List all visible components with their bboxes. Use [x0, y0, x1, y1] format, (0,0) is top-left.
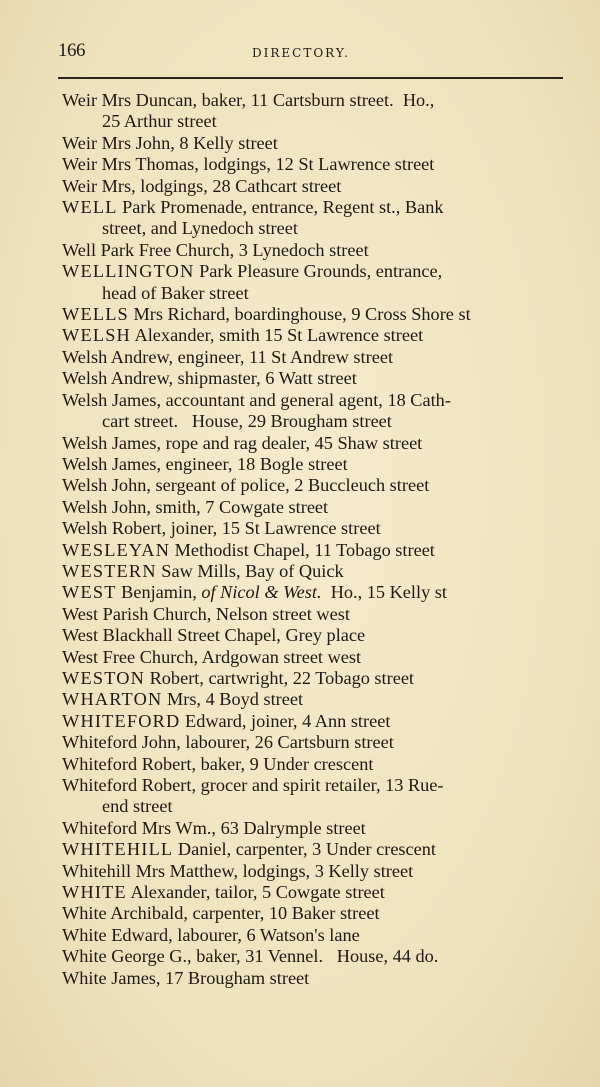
entry-name: Whiteford: [62, 817, 138, 838]
entry-name: Welsh: [62, 518, 108, 539]
entry-details: Mrs John, 8 Kelly street: [97, 132, 278, 153]
directory-entry: [62, 711, 574, 732]
directory-entry: [62, 368, 574, 389]
entry-details: Robert, grocer and spirit retailer, 13 Rue-: [137, 775, 444, 795]
directory-entry: [62, 775, 574, 818]
directory-entry: [62, 240, 574, 261]
entry-details: James, 17 Brougham street: [106, 967, 310, 988]
entry-name: Welsh: [62, 475, 108, 496]
directory-entry: [62, 390, 574, 433]
directory-entry: [62, 497, 574, 518]
directory-entry: [62, 903, 574, 924]
entry-details: Mrs Matthew, lodgings, 3 Kelly street: [131, 860, 414, 881]
header-rule: [58, 77, 563, 79]
entry-name: WELLS: [62, 304, 129, 325]
directory-entry: [62, 347, 574, 368]
entry-name: West: [62, 603, 99, 624]
directory-entry: [62, 540, 574, 561]
entry-details: Park Free Church, 3 Lynedoch street: [96, 239, 369, 260]
entry-details: George G., baker, 31 Vennel. House, 44 do.: [106, 946, 439, 967]
entry-details: Andrew, engineer, 11 St Andrew street: [107, 346, 394, 367]
entry-name: WEST: [62, 582, 117, 603]
entry-name: Welsh: [62, 346, 108, 367]
entry-name: White: [62, 946, 107, 967]
directory-entry: [62, 668, 574, 689]
entry-name: Weir: [62, 90, 98, 110]
entry-details: James, rope and rag dealer, 45 Shaw street: [107, 432, 423, 453]
entry-name: Well: [62, 239, 97, 260]
entry-name: WHARTON: [62, 689, 163, 710]
entry-details: Archibald, carpenter, 10 Baker street: [106, 903, 380, 924]
entry-details: Mrs, lodgings, 28 Cathcart street: [97, 175, 342, 196]
entry-name: White: [62, 967, 107, 988]
entry-name: Whiteford: [62, 775, 138, 795]
entry-name: Whiteford: [62, 753, 138, 774]
entry-details: Mrs Duncan, baker, 11 Cartsburn street. Ho.,: [97, 90, 435, 110]
directory-entry: [62, 518, 574, 539]
entry-details: Methodist Chapel, 11 Tobago street: [170, 539, 435, 560]
entry-details: Park Promenade, entrance, Regent st., Bank: [117, 197, 444, 218]
directory-entry: [62, 475, 574, 496]
entry-firm: of Nicol & West.: [201, 582, 322, 603]
directory-entry: [62, 304, 574, 325]
entry-name: WESLEYAN: [62, 539, 171, 560]
directory-entry: [62, 968, 574, 989]
entry-details: Robert, joiner, 15 St Lawrence street: [107, 518, 381, 539]
entry-name: Whiteford: [62, 732, 138, 753]
entry-continuation: end street: [102, 796, 173, 817]
entry-details: John, labourer, 26 Cartsburn street: [137, 732, 394, 753]
entry-house: Ho., 15 Kelly st: [321, 582, 447, 603]
directory-entry: [62, 90, 574, 133]
entry-details: Alexander, tailor, 5 Cowgate street: [126, 882, 385, 903]
entry-name: Welsh: [62, 368, 108, 389]
page-number: 166: [58, 40, 85, 61]
entry-name: WELLINGTON: [62, 261, 195, 282]
directory-entry: [62, 839, 574, 860]
directory-entry: [62, 176, 574, 197]
entry-details: Benjamin,: [116, 582, 202, 603]
entry-details: Alexander, smith 15 St Lawrence street: [130, 325, 424, 346]
entry-details: John, sergeant of police, 2 Buccleuch street: [107, 475, 430, 496]
entry-details: James, engineer, 18 Bogle street: [107, 453, 348, 474]
directory-entry: [62, 689, 574, 710]
entry-details: Mrs Thomas, lodgings, 12 St Lawrence street: [97, 154, 435, 175]
directory-entry: [62, 582, 574, 603]
entry-details: Parish Church, Nelson street west: [98, 603, 350, 624]
directory-entries: [62, 90, 574, 989]
directory-entry: [62, 604, 574, 625]
entry-name: WESTERN: [62, 560, 157, 581]
entry-name: Welsh: [62, 453, 108, 474]
entry-details: Park Pleasure Grounds, entrance,: [194, 261, 443, 282]
directory-entry: [62, 561, 574, 582]
entry-name: White: [62, 903, 107, 924]
directory-entry: [62, 882, 574, 903]
entry-name: White: [62, 924, 107, 945]
directory-entry: [62, 197, 574, 240]
entry-name: WHITEFORD: [62, 710, 181, 731]
entry-details: Free Church, Ardgowan street west: [98, 646, 362, 667]
entry-details: Blackhall Street Chapel, Grey place: [98, 625, 366, 646]
entry-details: Robert, cartwright, 22 Tobago street: [145, 667, 415, 688]
entry-continuation: 25 Arthur street: [102, 111, 217, 132]
entry-name: Weir: [62, 175, 98, 196]
entry-name: Weir: [62, 132, 98, 153]
entry-name: WHITE: [62, 882, 127, 903]
entry-details: Mrs Wm., 63 Dalrymple street: [137, 817, 366, 838]
entry-continuation: head of Baker street: [102, 282, 249, 303]
entry-details: Edward, joiner, 4 Ann street: [180, 710, 391, 731]
directory-entry: [62, 261, 574, 304]
entry-name: Welsh: [62, 389, 108, 410]
entry-details: Mrs Richard, boardinghouse, 9 Cross Shore st: [128, 304, 471, 325]
entry-details: Robert, baker, 9 Under crescent: [137, 753, 374, 774]
directory-entry: [62, 647, 574, 668]
directory-entry: [62, 454, 574, 475]
entry-name: WELL: [62, 197, 118, 218]
entry-name: West: [62, 625, 99, 646]
entry-details: Daniel, carpenter, 3 Under crescent: [173, 839, 436, 860]
directory-entry: [62, 325, 574, 346]
entry-details: James, accountant and general agent, 18 Cath-: [107, 389, 451, 410]
directory-entry: [62, 818, 574, 839]
entry-name: Weir: [62, 154, 98, 175]
entry-name: Welsh: [62, 432, 108, 453]
entry-name: Welsh: [62, 496, 108, 517]
entry-details: John, smith, 7 Cowgate street: [107, 496, 329, 517]
entry-continuation: street, and Lynedoch street: [102, 218, 298, 239]
entry-name: Whitehill: [62, 860, 132, 881]
running-title: DIRECTORY.: [252, 46, 351, 60]
entry-name: WESTON: [62, 667, 146, 688]
directory-entry: [62, 433, 574, 454]
directory-entry: [62, 754, 574, 775]
entry-details: Mrs, 4 Boyd street: [162, 689, 304, 710]
entry-name: West: [62, 646, 99, 667]
directory-entry: [62, 133, 574, 154]
entry-name: WELSH: [62, 325, 131, 346]
directory-entry: [62, 732, 574, 753]
entry-name: WHITEHILL: [62, 839, 174, 860]
entry-details: Saw Mills, Bay of Quick: [156, 560, 344, 581]
directory-entry: [62, 625, 574, 646]
entry-details: Andrew, shipmaster, 6 Watt street: [107, 368, 357, 389]
directory-entry: [62, 154, 574, 175]
directory-entry: [62, 925, 574, 946]
page-header: [58, 40, 563, 66]
directory-entry: [62, 946, 574, 967]
entry-continuation: cart street. House, 29 Brougham street: [102, 411, 392, 432]
entry-details: Edward, labourer, 6 Watson's lane: [106, 924, 360, 945]
directory-entry: [62, 861, 574, 882]
